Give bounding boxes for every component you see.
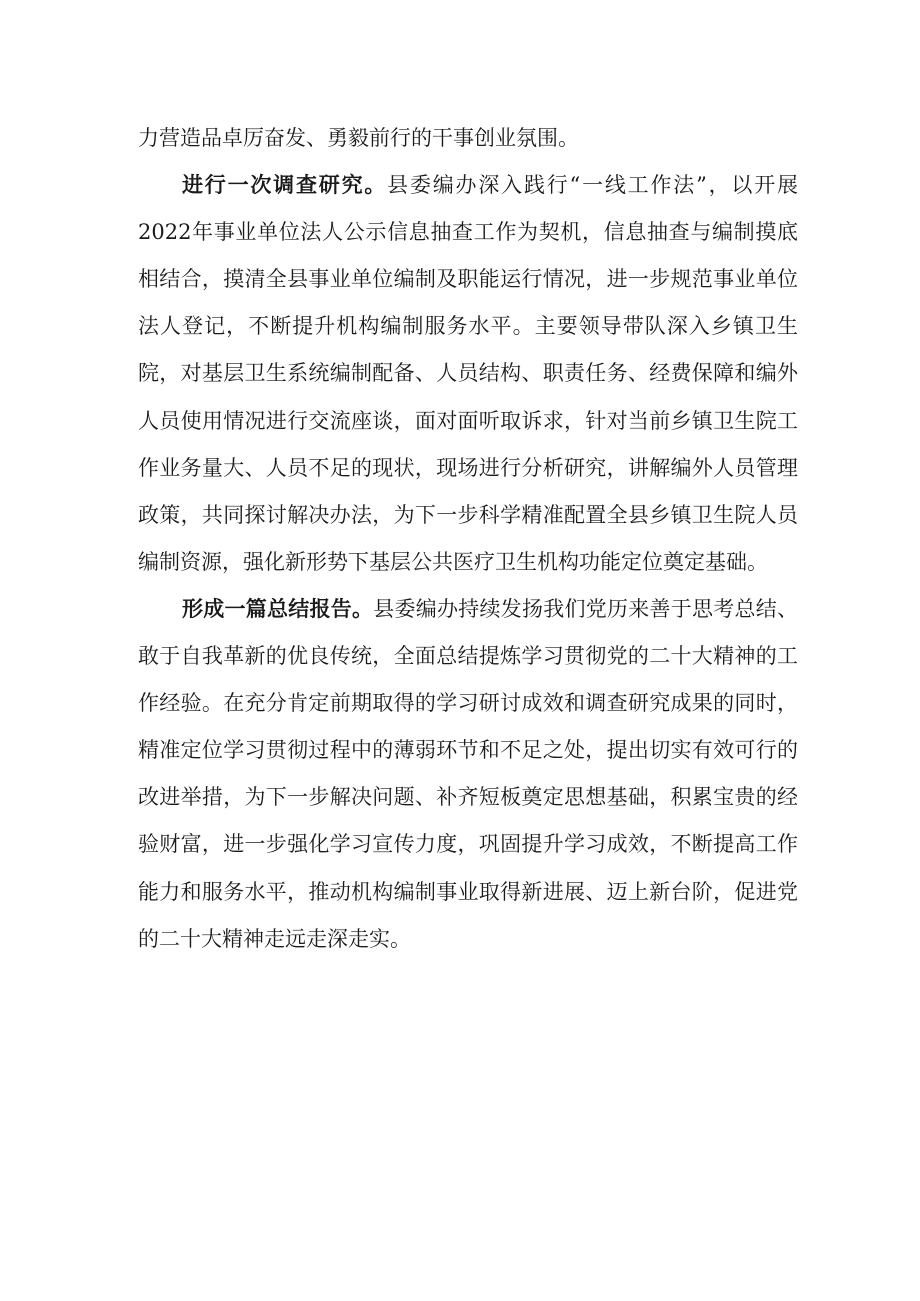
paragraph-summary-report xyxy=(138,586,798,963)
paragraph-continuation xyxy=(138,115,798,162)
paragraph-text: 县委编办深入践行“一线工作法”，以开展2022年事业单位法人公示信息抽查工作为契机，信息抽查与编制摸底相结合，摸清全县事业单位编制及职能运行情况，进一步规范事业单位法人登记，不断提升机构编制服务水平。主要领导带队深入乡镇卫生院，对基层卫生系统编制配备、人员结构、职责任务、经费保障和编外人员使用情况进行交流座谈，面对面听取诉求，针对当前乡镇卫生院工作业务量大、人员不足的现状，现场进行分析研究，讲解编外人员管理政策，共同探讨解决办法，为下一步科学精准配置全县乡镇卫生院人员编制资源，强化新形势下基层公共医疗卫生机构功能定位奠定基础。 xyxy=(138,173,798,574)
document-body xyxy=(138,115,798,963)
paragraph-heading: 形成一篇总结报告。 xyxy=(182,596,374,621)
paragraph-text: 力营造品卓厉奋发、勇毅前行的干事创业氛围。 xyxy=(138,126,579,150)
paragraph-heading: 进行一次调查研究。 xyxy=(182,173,388,198)
paragraph-text: 县委编办持续发扬我们党历来善于思考总结、敢于自我革新的优良传统，全面总结提炼学习贯彻党的二十大精神的工作经验。在充分肯定前期取得的学习研讨成效和调查研究成果的同时，精准定位学习贯彻过程中的薄弱环节和不足之处，提出切实有效可行的改进举措，为下一步解决问题、补齐短板奠定思想基础，积累宝贵的经验财富，进一步强化学习宣传力度，巩固提升学习成效，不断提高工作能力和服务水平，推动机构编制事业取得新进展、迈上新台阶，促进党的二十大精神走远走深走实。 xyxy=(138,596,798,951)
paragraph-investigation xyxy=(138,162,798,586)
